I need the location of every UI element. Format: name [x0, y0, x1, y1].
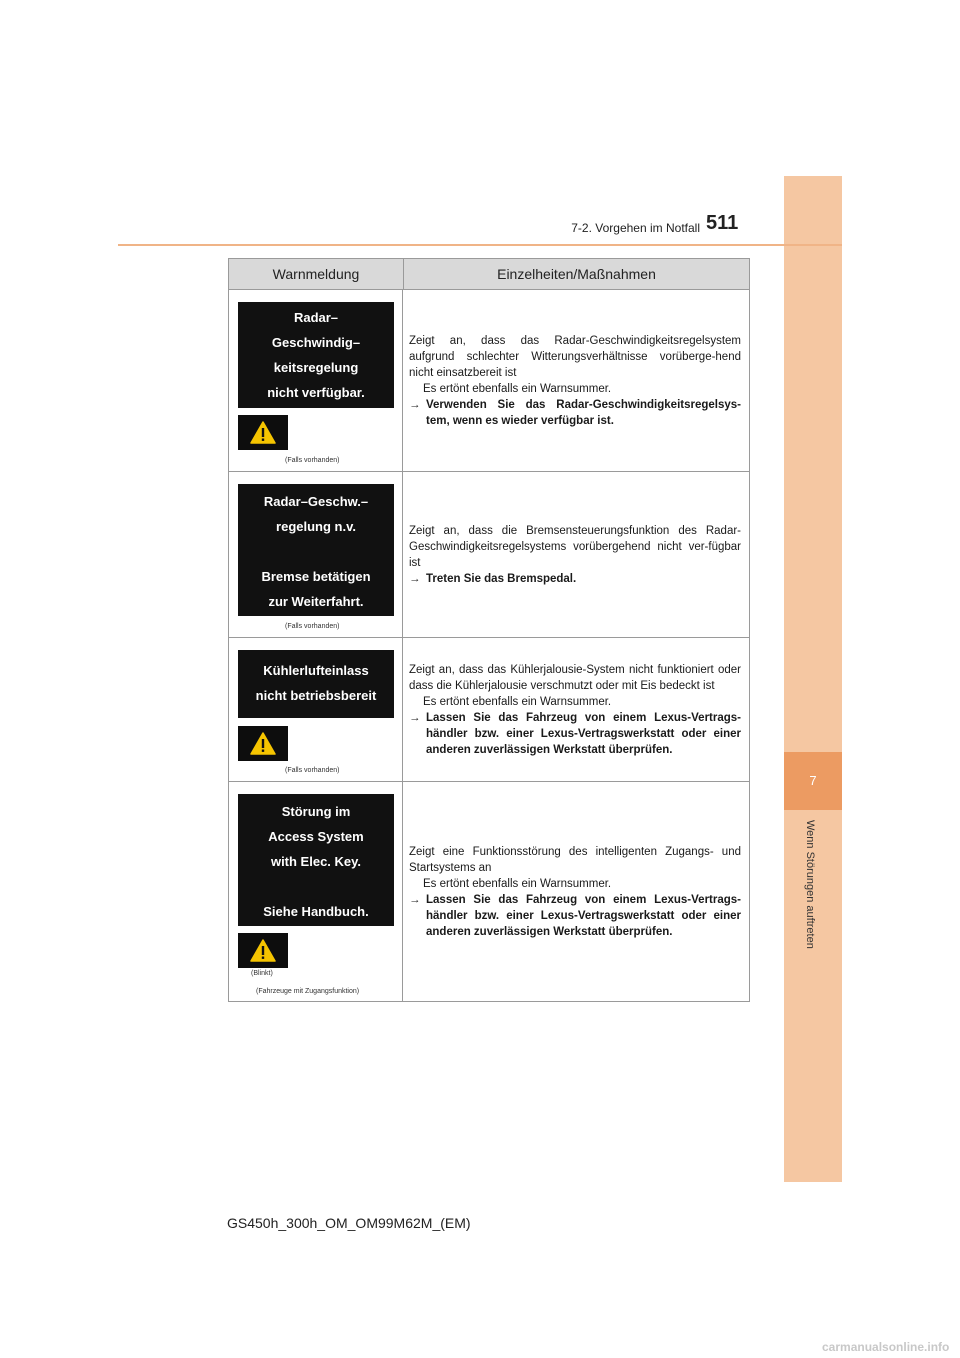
details-cell: [403, 638, 749, 781]
header-divider: [118, 244, 842, 246]
warning-light: [238, 933, 288, 968]
availability-note: (Fahrzeuge mit Zugangsfunktion): [256, 988, 360, 995]
warning-triangle-icon: [250, 939, 276, 962]
details-cell: [403, 782, 749, 1001]
action-text: → Lassen Sie das Fahrzeug von einem Lexus-Vertrags-händler bzw. einer Lexus-Vertragswerkstatt oder einer anderen zuverlässigen Werkstatt überprüfen.: [409, 711, 741, 756]
document-code: GS450h_300h_OM_OM99M62M_(EM): [227, 1215, 471, 1231]
message-display: Radar–Geschw.– regelung n.v. Bremse betätigen zur Weiterfahrt.: [238, 484, 394, 616]
warning-light: [238, 415, 288, 450]
action-text: → Lassen Sie das Fahrzeug von einem Lexus-Vertrags-händler bzw. einer Lexus-Vertragswerkstatt oder einer anderen zuverlässigen Werkstatt überprüfen.: [409, 893, 741, 938]
page-number: 511: [706, 212, 739, 234]
message-display: Radar– Geschwindig– keitsregelung nicht verfügbar.: [238, 302, 394, 408]
buzzer-note: Es ertönt ebenfalls ein Warnsummer.: [423, 382, 612, 395]
arrow-right-icon: →: [409, 398, 421, 411]
watermark: carmanualsonline.info: [822, 1340, 950, 1354]
buzzer-note: Es ertönt ebenfalls ein Warnsummer.: [423, 877, 612, 890]
details-cell: [403, 290, 749, 471]
action-text: → Verwenden Sie das Radar-Geschwindigkeitsregelsys-tem, wenn es wieder verfügbar ist.: [409, 398, 741, 427]
table-row: [229, 782, 749, 1001]
message-cell: [229, 472, 403, 637]
table-row: [229, 472, 749, 638]
message-cell: [229, 638, 403, 781]
chapter-side-label: Wenn Störungen auftreten: [804, 820, 816, 949]
chapter-number-badge: 7: [784, 752, 842, 810]
table-header: [229, 259, 749, 290]
warning-message-table: [228, 258, 750, 1002]
message-display: Kühlerlufteinlass nicht betriebsbereit: [238, 650, 394, 718]
table-row: [229, 290, 749, 472]
description-text: Zeigt an, dass die Bremsensteuerungsfunktion des Radar-Geschwindigkeitsregelsystems vorübergehend nicht ver-fügbar ist: [409, 524, 741, 569]
table-row: [229, 638, 749, 782]
arrow-right-icon: →: [409, 711, 421, 724]
message-display: Störung im Access System with Elec. Key. Siehe Handbuch.: [238, 794, 394, 926]
message-cell: [229, 290, 403, 471]
details-cell: [403, 472, 749, 637]
buzzer-note: Es ertönt ebenfalls ein Warnsummer.: [423, 695, 612, 708]
column-header-details: Einzelheiten/Maßnahmen: [497, 266, 656, 282]
blink-note: (Blinkt): [251, 970, 273, 977]
message-cell: [229, 782, 403, 1001]
availability-note: (Falls vorhanden): [285, 767, 340, 774]
warning-triangle-icon: [250, 421, 276, 444]
chapter-title: 7-2. Vorgehen im Notfall: [571, 221, 700, 235]
action-text: → Treten Sie das Bremspedal.: [409, 572, 577, 585]
availability-note: (Falls vorhanden): [285, 623, 340, 630]
description-text: Zeigt an, dass das Kühlerjalousie-System nicht funktioniert oder dass die Kühlerjalousie verschmutzt oder mit Eis bedeckt ist: [409, 663, 741, 692]
warning-triangle-icon: [250, 732, 276, 755]
description-text: Zeigt eine Funktionsstörung des intelligenten Zugangs- und Startsystems an: [409, 845, 741, 874]
warning-light: [238, 726, 288, 761]
arrow-right-icon: →: [409, 893, 421, 906]
description-text: Zeigt an, dass das Radar-Geschwindigkeitsregelsystem aufgrund schlechter Witterungsverhältnisse vorüberge-hend nicht einsatzbereit ist: [409, 334, 741, 379]
column-header-message: Warnmeldung: [229, 259, 404, 289]
arrow-right-icon: →: [409, 572, 421, 585]
availability-note: (Falls vorhanden): [285, 457, 340, 464]
